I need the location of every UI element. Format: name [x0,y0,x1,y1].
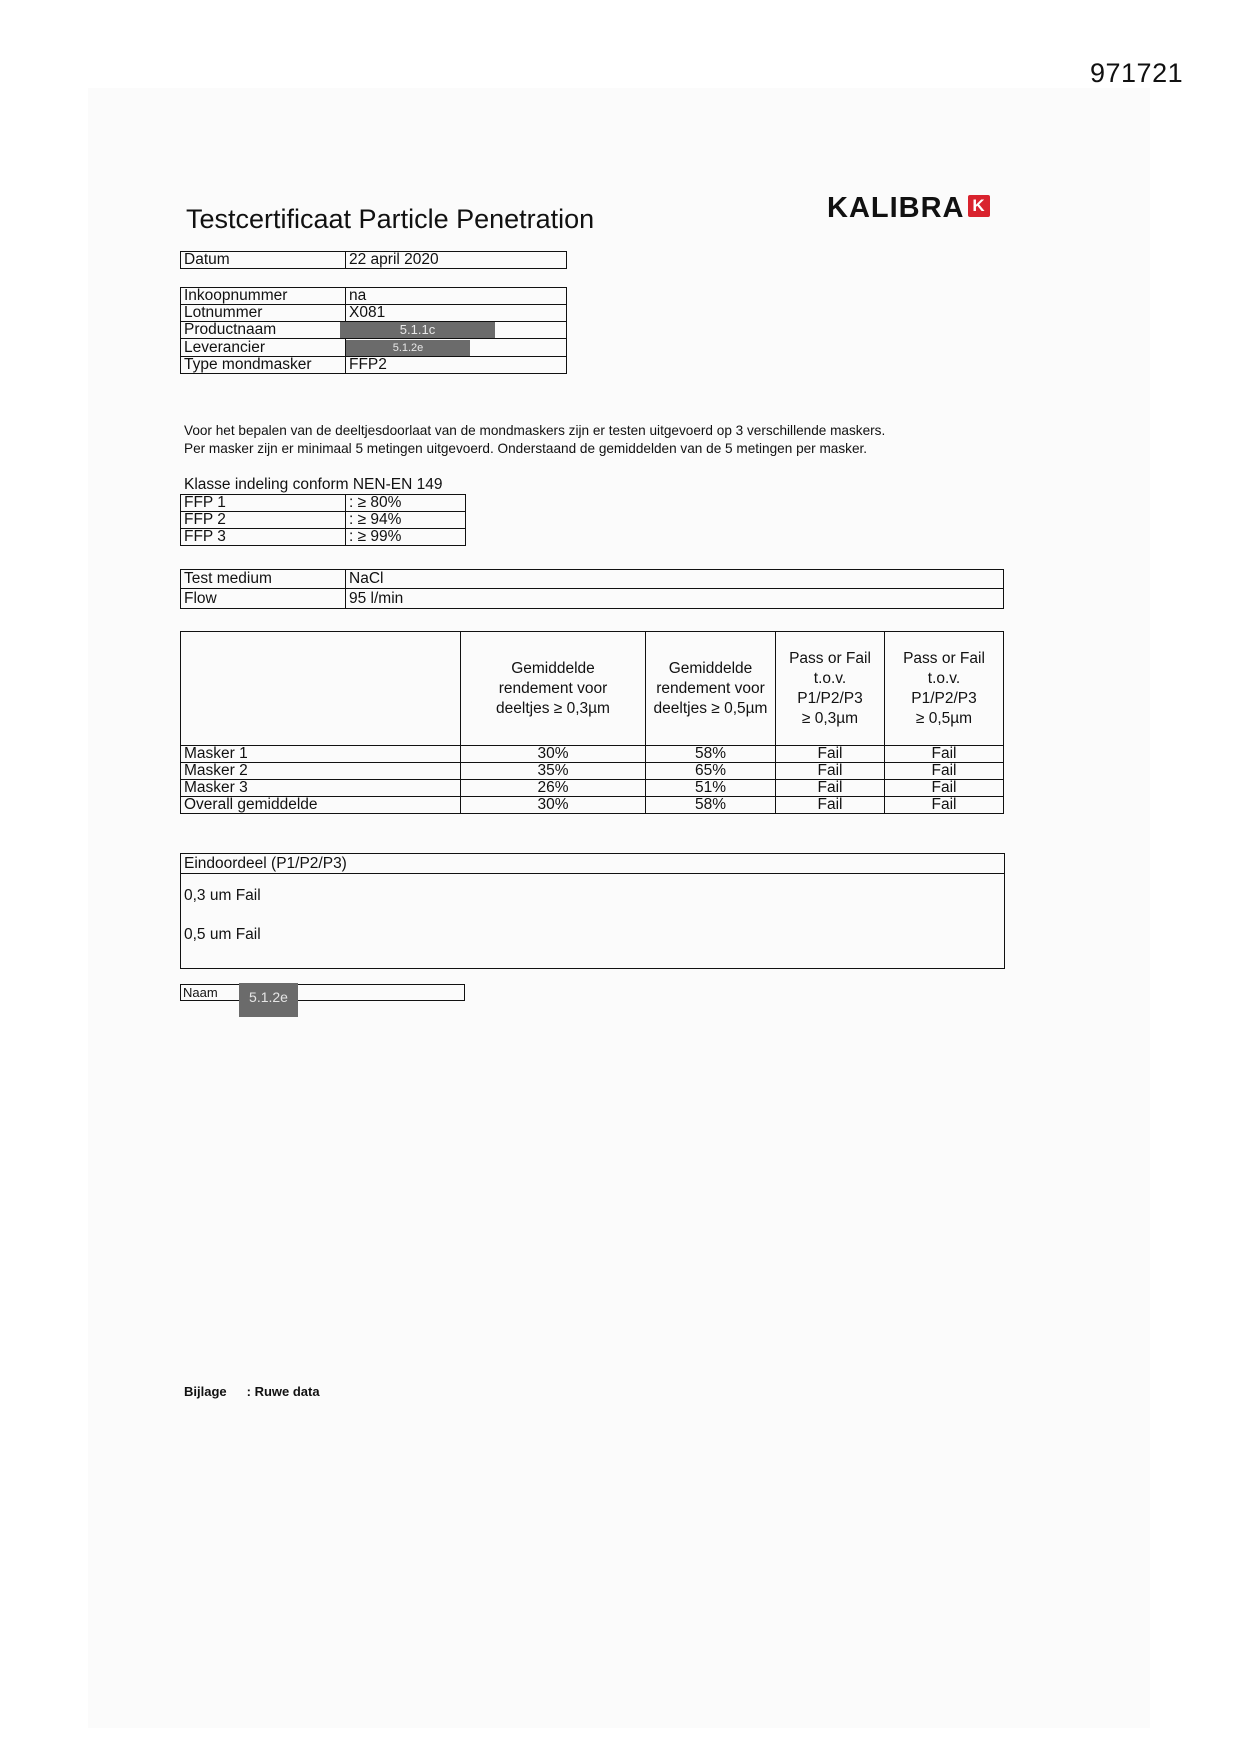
header-line: t.o.v. [813,669,847,687]
lotnummer-label: Lotnummer [181,305,346,322]
leverancier-redaction: 5.1.2e [346,340,470,356]
klasse-row [181,495,466,512]
datum-table [180,251,567,269]
results-header-cell [461,632,646,746]
cell-value: 30% [461,797,646,814]
product-info-row [181,305,567,322]
klasse-row [181,512,466,529]
datum-row [181,252,567,269]
product-info-row [181,339,567,357]
klasse-table [180,494,466,546]
cell-value: Fail [885,797,1004,814]
table-row [181,780,1004,797]
cell-value: Fail [776,797,885,814]
bijlage-line [184,1384,340,1399]
header-line: ≥ 0,3µm [801,709,859,727]
cell-value: 58% [646,797,776,814]
inkoopnummer-value: na [346,288,567,305]
header-line: t.o.v. [927,669,961,687]
product-info-row [181,322,567,339]
cell-value: 51% [646,780,776,797]
klasse-label: FFP 3 [181,529,346,546]
intro-paragraph [184,422,885,458]
bijlage-value: : Ruwe data [246,1384,320,1399]
header-line: Pass or Fail [789,649,871,667]
cell-value: Fail [776,746,885,763]
cell-value: Fail [776,763,885,780]
header-line: Gemiddelde [668,659,753,677]
table-row [181,763,1004,780]
naam-label: Naam [183,985,218,1000]
results-header-cell [885,632,1004,746]
header-line: Gemiddelde [511,659,595,677]
eindoordeel-heading: Eindoordeel (P1/P2/P3) [181,854,1004,874]
results-header-cell [646,632,776,746]
header-line: P1/P2/P3 [911,689,977,707]
test-condition-row [181,570,1004,589]
leverancier-label: Leverancier [181,339,346,357]
klasse-value: : ≥ 94% [346,512,466,529]
results-header-cell [776,632,885,746]
product-info-row [181,288,567,305]
klasse-label: FFP 1 [181,495,346,512]
flow-label: Flow [181,589,346,609]
intro-line: Voor het bepalen van de deeltjesdoorlaat van de mondmaskers zijn er testen uitgevoerd op 3 verschillende maskers. [184,423,886,438]
datum-label: Datum [181,252,346,269]
eindoordeel-box [180,853,1005,969]
bijlage-label: Bijlage [184,1384,227,1399]
table-row [181,746,1004,763]
logo-text: KALIBRA [827,192,965,224]
type-mondmasker-value: FFP2 [346,357,567,374]
leverancier-value [346,339,567,357]
lotnummer-value: X081 [346,305,567,322]
test-conditions-table [180,569,1004,609]
cell-value: 65% [646,763,776,780]
klasse-heading: Klasse indeling conform NEN-EN 149 [184,476,443,493]
product-info-row [181,357,567,374]
klasse-value: : ≥ 99% [346,529,466,546]
datum-value: 22 april 2020 [346,252,567,269]
header-line: deeltjes ≥ 0,5µm [653,699,768,717]
test-medium-value: NaCl [346,570,1004,589]
klasse-label: FFP 2 [181,512,346,529]
eindoordeel-line: 0,5 um Fail [184,926,261,943]
results-header-row [181,632,1004,746]
row-label: Overall gemiddelde [181,797,461,814]
test-medium-label: Test medium [181,570,346,589]
cell-value: Fail [885,746,1004,763]
header-line: rendement voor [656,679,765,697]
eindoordeel-body [181,874,1004,968]
table-row [181,797,1004,814]
header-line: deeltjes ≥ 0,3µm [496,699,610,717]
productnaam-redaction: 5.1.1c [340,322,495,338]
cell-value: Fail [885,780,1004,797]
document-number: 971721 [1090,58,1184,88]
cell-value: 35% [461,763,646,780]
results-header-empty [181,632,461,746]
cell-value: 26% [461,780,646,797]
product-info-table [180,287,567,374]
logo-k-mark-icon: K [968,195,990,217]
test-condition-row [181,589,1004,609]
header-line: rendement voor [498,679,608,697]
naam-redaction: 5.1.2e [239,983,298,1017]
naam-field [180,984,465,1005]
header-line: Pass or Fail [903,649,985,667]
cell-value: 30% [461,746,646,763]
type-mondmasker-label: Type mondmasker [181,357,346,374]
page-title: Testcertificaat Particle Penetration [186,204,595,234]
results-table [180,631,1004,814]
flow-value: 95 l/min [346,589,1004,609]
header-line: P1/P2/P3 [797,689,863,707]
row-label: Masker 1 [181,746,461,763]
klasse-row [181,529,466,546]
header-line: ≥ 0,5µm [915,709,973,727]
productnaam-label: Productnaam [181,322,346,339]
cell-value: 58% [646,746,776,763]
klasse-value: : ≥ 80% [346,495,466,512]
row-label: Masker 3 [181,780,461,797]
intro-line: Per masker zijn er minimaal 5 metingen uitgevoerd. Onderstaand de gemiddelden van de 5 metingen per masker. [184,441,868,456]
cell-value: Fail [776,780,885,797]
row-label: Masker 2 [181,763,461,780]
kalibra-logo [827,192,990,224]
cell-value: Fail [885,763,1004,780]
eindoordeel-line: 0,3 um Fail [184,887,261,904]
productnaam-value [346,322,567,339]
inkoopnummer-label: Inkoopnummer [181,288,346,305]
